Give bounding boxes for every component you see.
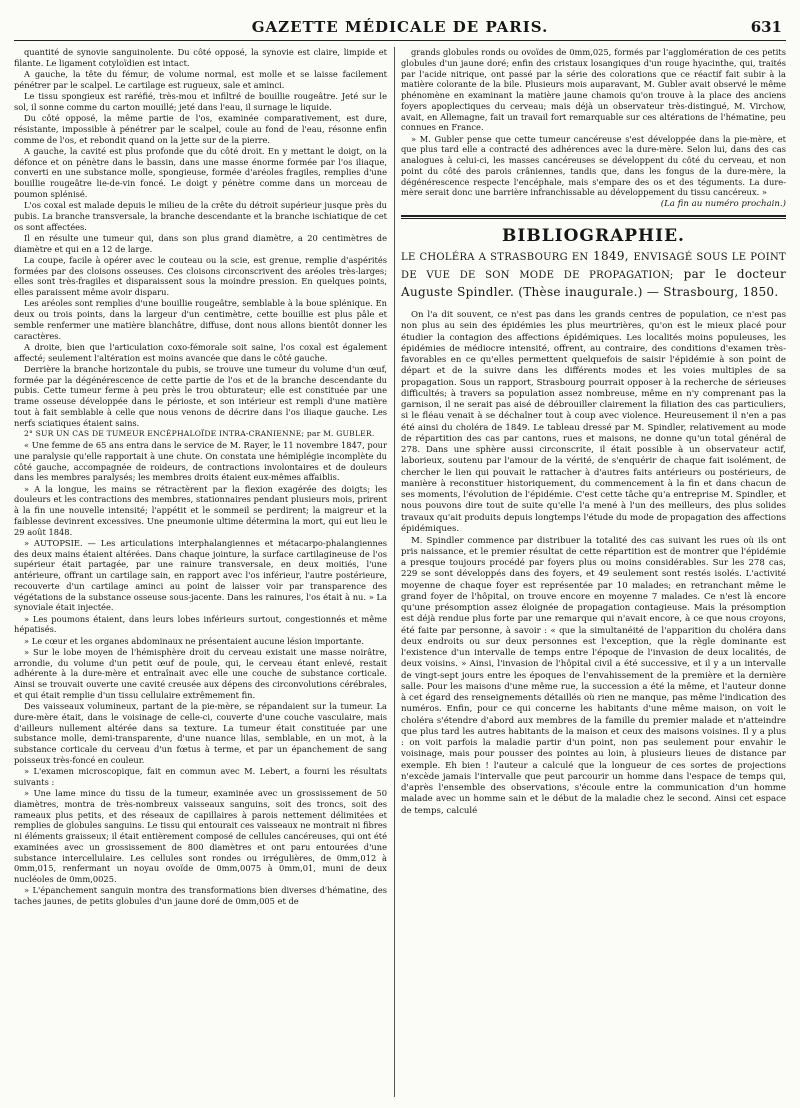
right-column — [401, 47, 786, 1097]
left-column — [14, 47, 387, 1097]
paragraph: » A la longue, les mains se rétractèrent par la flexion exagérée des doigts; les douleurs et les contractions des membres, stationnaires pendant plusieurs mois, prirent à la fin une nouvelle intensité; l'appétit et le sommeil se perdirent; la maigreur et la faiblesse devinrent excessives. Une pneumonie ultime détermina la mort, qui eut lieu le 29 août 1848. — [14, 483, 387, 537]
column-divider — [394, 47, 395, 1097]
page-number: 631 — [750, 18, 782, 36]
paragraph: Du côté opposé, la même partie de l'os, examinée comparativement, est dure, résistante, impossible à pénétrer par le scalpel, coule au fond de l'eau, résonne enfin comme de l'os, et rebondit quand on la jette sur de la pierre. — [14, 113, 387, 145]
book-title-mid: ENVISAGÉ SOUS LE POINT DE VUE DE SON MODE DE PROPAGATION; — [401, 252, 786, 281]
paragraph: A gauche, la cavité est plus profonde que du côté droit. En y mettant le doigt, on la défonce et on pénètre dans le bassin, dans une masse énorme formée par l'os iliaque, converti en une substance molle, spongieuse, formée d'aréoles fragiles, remplies d'une bouillie rougeâtre lie-de-vin foncé. Le doigt y pénètre comme dans un morceau de poumon splénisé. — [14, 145, 387, 199]
paragraph: » Les poumons étaient, dans leurs lobes inférieurs surtout, congestionnés et même hépatisés. — [14, 613, 387, 635]
paragraph: La coupe, facile à opérer avec le couteau ou la scie, est grenue, remplie d'aspérités formées par des cloisons osseuses. Ces cloisons circonscrivent des aréoles très-larges; elles sont très-fragiles et disparaissent sous la moindre pression. En quelques points, elles paraissent même avoir disparu. — [14, 254, 387, 297]
continued-note: (La fin au numéro prochain.) — [660, 198, 786, 209]
book-title-lead: LE CHOLÉRA A STRASBOURG EN — [401, 252, 589, 263]
case-heading: 2° SUR UN CAS DE TUMEUR ENCÉPHALOÏDE INTRA-CRANIENNE; par M. GUBLER. — [24, 428, 375, 438]
book-title — [401, 248, 786, 300]
paragraph: A gauche, la tête du fémur, de volume normal, est molle et se laisse facilement pénétrer par le scalpel. Le cartilage est rugueux, sale et aminci. — [14, 69, 387, 90]
review-body — [401, 310, 786, 817]
paragraph: M. Spindler commence par distribuer la totalité des cas suivant les rues où ils ont pris naissance, et le premier résultat de cette répartition est de montrer que l'épidémie a presque toujours procédé par foyers plus ou moins considérables. Sur les 278 cas, 229 se sont développés dans des foyers, et 49 seulement sont restés isolés. L'activité moyenne de chaque foyer est représentée par 10 malades; en retranchant même le grand foyer de l'hôpital, on trouve encore en moyenne 7 malades. Ce n'est là encore qu'une présomption assez éloignée de propagation contagieuse. Mais la présomption est déjà rendue plus forte par une remarque qui n'avait encore, à ce que nous croyons, été faite par personne, à savoir : « que la simultanéité de l'apparition du choléra dans deux endroits ou sur deux personnes est l'exception, que la règle dominante est l'existence d'un intervalle de temps entre l'époque de l'invasion de deux localités, de deux voisins. » Ainsi, l'invasion de l'hôpital civil a été successive, et il y a un intervalle de vingt-sept jours entre les époques de l'envahissement de la première et la dernière salle. Pour les maisons d'une même rue, la succession a été la même, et l'auteur donne à cet égard des renseignements détaillés où rien ne manque, pas même l'indication des numéros. Enfin, pour ce qui concerne les habitants d'une même maison, on voit le choléra s'étendre d'abord aux membres de la famille du premier malade et n'atteindre que plus tard les autres habitants de la maison et ceux des maisons voisines. Il y a plus : on voit parfois la maladie partir d'un point, non pas seulement pour envahir le voisinage, mais pour pousser des pointes au loin, à plusieurs lieues de distance par exemple. Eh bien ! l'auteur a calculé que la longueur de ces sortes de projections n'excède jamais l'intervalle que peut parcourir un homme dans l'espace de temps qui, d'après l'ensemble des observations, s'écoule entre la communication d'un homme malade avec un homme sain et le début de la maladie chez le second. Ainsi cet espace de temps, calculé — [401, 535, 786, 816]
paragraph: On l'a dit souvent, ce n'est pas dans les grands centres de population, ce n'est pas non plus au sein des épidémies les plus meurtrières, qu'on est le mieux placé pour étudier la contagion des affections épidémiques. Les localités moins populeuses, les épidémies de médiocre intensité, offrent, au contraire, des conditions d'examen très-favorables en ce qu'elles permettent quelquefois de saisir l'épidémie à son point de départ et de la suivre dans les différents modes et les voies multiples de sa propagation. Sous un rapport, Strasbourg pourrait opposer à la recherche de sérieuses difficultés; à travers sa population assez nombreuse, même en n'y comprenant pas la garnison, il ne serait pas aisé de débrouiller clairement la filiation des cas particuliers, si le fléau venait à se déchaîner tout à coup avec violence. Heureusement il n'en a pas été ainsi du choléra de 1849. Le tableau dressé par M. Spindler, relativement au mode de répartition des cas par cantons, rues et maisons, ne donne qu'un total général de 278. Dans une sphère aussi circonscrite, il était possible à un observateur actif, laborieux, soutenu par l'amour de la vérité, de s'enquérir de chaque fait isolément, de chercher le lien qui pouvait le rattacher à d'autres faits antérieurs ou postérieurs, de manière à reconstituer historiquement, du commencement à la fin et dans chacun de ses moments, l'évolution de l'épidémie. C'est cette tâche qu'a entreprise M. Spindler, et nous pouvons dire tout de suite qu'elle l'a mené à l'un des meilleurs, des plus solides travaux qu'ait produits depuis longtemps l'étude du mode de propagation des affections épidémiques. — [401, 310, 786, 534]
book-title-year: 1849, — [593, 249, 629, 263]
paragraph: Les aréoles sont remplies d'une bouillie rougeâtre, semblable à la boue splénique. En deux ou trois points, dans la largeur d'un centimètre, cette bouillie est plus pâle et semble renfermer une matière blanchâtre, diffuse, dont nous allons bientôt donner les caractères. — [14, 298, 387, 341]
paragraph: Derrière la branche horizontale du pubis, se trouve une tumeur du volume d'un œuf, formée par la dégénérescence de cette partie de l'os et de la branche descendante du pubis. Cette tumeur ferme à peu près le trou obturateur; elle est constituée par une trame osseuse développée dans le périoste, et son intérieur est rempli d'une matière tout à fait semblable à celle que nous venons de décrire dans l'os iliaque gauche. Les nerfs sciatiques étaient sains. — [14, 363, 387, 428]
paragraph: Des vaisseaux volumineux, partant de la pie-mère, se répandaient sur la tumeur. La dure-mère était, dans le voisinage de celle-ci, couverte d'une couche vasculaire, mais d'ailleurs nullement altérée dans sa texture. La tumeur était constituée par une substance molle, demi-transparente, d'une nuance lilas, semblable, en un mot, à la substance corticale du cerveau d'un fœtus à terme, et par un épanchement de sang poisseux très-foncé en couleur. — [14, 701, 387, 765]
paragraph: » M. Gubler pense que cette tumeur cancéreuse s'est développée dans la pie-mère, et que plus tard elle a contracté des adhérences avec la dure-mère. Selon lui, dans des cas analogues à celui-ci, les masses cancéreuses se développent du côté du cerveau, et non point du côté des parois crâniennes, tandis que, dans les fongus de la dure-mère, la dégénérescence respecte l'encéphale, mais s'empare des os et des téguments. La dure-mère serait donc une barrière infranchissable au développement du tissu cancéreux. » — [401, 133, 786, 198]
paragraph: grands globules ronds ou ovoïdes de 0mm,025, formés par l'agglomération de ces petits globules d'un jaune doré; enfin des cristaux losangiques d'un rouge hyacinthe, qui, traités par l'acide nitrique, ont passé par la série des colorations que ce réactif fait subir à la matière colorante de la bile. Plusieurs mois auparavant, M. Gubler avait observé le même phénomène en examinant la matière jaune chamois qu'on trouve à la place des anciens foyers apoplectiques du cerveau; mais déjà un observateur très-distingué, M. Virchow, avait, en Allemagne, fait un travail fort remarquable sur ces altérations de l'hématine, peu connues en France. — [401, 47, 786, 133]
section-rule — [401, 215, 786, 217]
paragraph: » L'examen microscopique, fait en commun avec M. Lebert, a fourni les résultats suivants : — [14, 766, 387, 787]
paragraph: Il en résulte une tumeur qui, dans son plus grand diamètre, a 20 centimètres de diamètre et qui en a 12 de large. — [14, 232, 387, 254]
paragraph: A droite, bien que l'articulation coxo-fémorale soit saine, l'os coxal est également affecté; seulement l'altération est moins avancée que dans le côté gauche. — [14, 341, 387, 363]
paragraph: L'os coxal est malade depuis le milieu de la crête du détroit supérieur jusque près du pubis. La branche transversale, la branche descendante et la branche ischiatique de cet os sont affectées. — [14, 200, 387, 232]
paragraph: « Une femme de 65 ans entra dans le service de M. Rayer, le 11 novembre 1847, pour une paralysie qu'elle rapportait à une chute. On constata une hémiplégie incomplète du côté gauche, accompagnée de roideurs, de contractions involontaires et de douleurs dans les membres paralysés; les membres droits étaient eux-mêmes affaiblis. — [14, 440, 387, 483]
section-rule-thin — [401, 218, 786, 219]
paragraph: » Une lame mince du tissu de la tumeur, examinée avec un grossissement de 50 diamètres, montra de très-nombreux vaisseaux sanguins, soit des troncs, soit des rameaux plus petits, et des réseaux de capillaires à parois nettement délimitées et remplies de globules sanguins. Le tissu qui entourait ces vaisseaux ne montrait ni fibres ni éléments graisseux; il était entièrement composé de cellules cancéreuses, qui ont été examinées avec un grossissement de 800 diamètres et ont paru entourées d'une substance intercellulaire. Les cellules sont rondes ou irrégulières, de 0mm,012 à 0mm,015, renfermant un noyau ovoïde de 0mm,0075 à 0mm,01, muni de deux nucléoles de 0mm,0025. — [14, 788, 387, 884]
page-header — [14, 18, 786, 41]
section-title: BIBLIOGRAPHIE. — [502, 226, 685, 247]
paragraph: » AUTOPSIE. — Les articulations interphalangiennes et métacarpo-phalangiennes des deux mains étaient altérées. Dans chaque jointure, la surface cartilagineuse de l'os supérieur était partagée, par une rainure transversale, en deux moitiés, l'une antérieure, offrant un cartilage sain, en rapport avec l'os inférieur, l'autre postérieure, recouverte d'un cartilage aminci au point de laisser voir par transparence des végétations de la substance osseuse sous-jacente. Dans les rainures, l'os était à nu. » La synoviale était injectée. — [14, 537, 387, 613]
paragraph: quantité de synovie sanguinolente. Du côté opposé, la synovie est claire, limpide et filante. Le ligament cotyloïdien est intact. — [14, 47, 387, 68]
paragraph: » Sur le lobe moyen de l'hémisphère droit du cerveau existait une masse noirâtre, arrondie, du volume d'un petit œuf de poule, qui, le cerveau étant enlevé, restait adhérente à la dure-mère et entraînait avec elle une couche de substance corticale. Ainsi se trouvait ouverte une cavité creusée aux dépens des circonvolutions cérébrales, et qui était remplie d'un tissu cellulaire extrêmement fin. — [14, 646, 387, 700]
paragraph: » L'épanchement sanguin montra des transformations bien diverses d'hématine, des taches jaunes, de petits globules d'un jaune doré de 0mm,005 et de — [14, 885, 387, 906]
journal-title: GAZETTE MÉDICALE DE PARIS. — [251, 18, 549, 36]
paragraph: Le tissu spongieux est raréfié, très-mou et infiltré de bouillie rougeâtre. Jeté sur le sol, il sonne comme du carton mouillé; jeté dans l'eau, il surnage le liquide. — [14, 91, 387, 112]
book-title-author: par le docteur Auguste Spindler. (Thèse inaugurale.) — Strasbourg, 1850. — [401, 267, 786, 299]
paragraph: » Le cœur et les organes abdominaux ne présentaient aucune lésion importante. — [24, 635, 364, 646]
